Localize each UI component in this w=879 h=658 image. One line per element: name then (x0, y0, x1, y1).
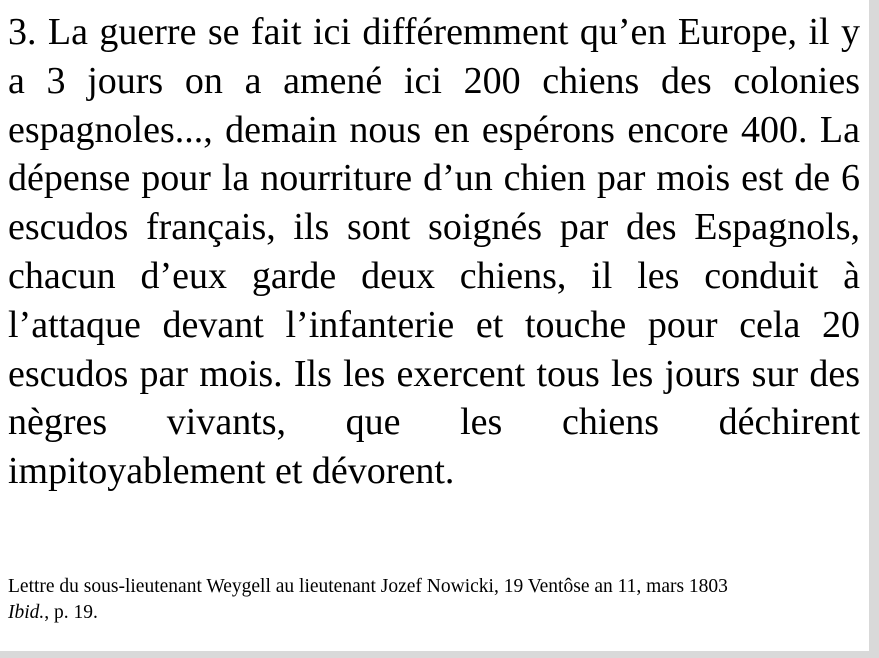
source-citation (8, 574, 860, 626)
reference-page: , p. 19. (44, 602, 98, 623)
reference-italic: Ibid. (8, 602, 45, 623)
source-line: Lettre du sous-lieutenant Weygell au lieutenant Jozef Nowicki, 19 Ventôse an 11, mars 1803 (8, 576, 728, 597)
main-paragraph: 3. La guerre se fait ici différemment qu’en Europe, il y a 3 jours on a amené ici 200 chiens des colonies espagnoles..., demain nous en espérons encore 400. La dépense pour la nourriture d’un chien par mois est de 6 escudos français, ils sont soignés par des Espagnols, chacun d’eux garde deux chiens, il les conduit à l’attaque devant l’infanterie et touche pour cela 20 escudos par mois. Ils les exercent tous les jours sur des nègres vivants, que les chiens déchirent impitoyablement et dévorent. (8, 11, 860, 493)
reference-line (8, 600, 860, 626)
